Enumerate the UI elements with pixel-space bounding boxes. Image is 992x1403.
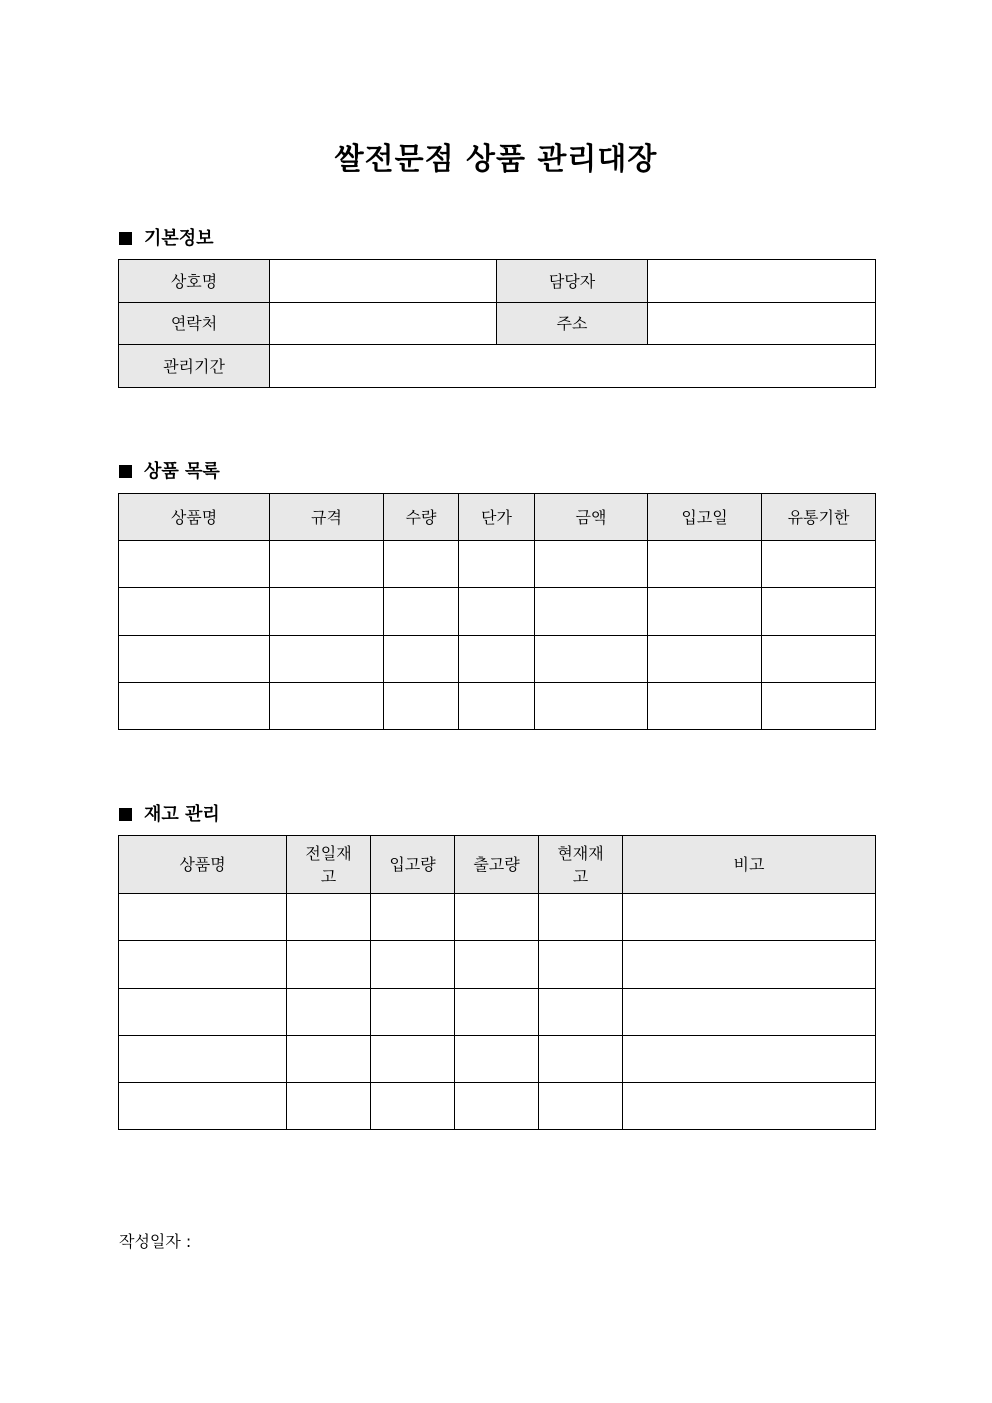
product-col-name: 상품명 [119, 494, 270, 541]
management-period-label: 관리기간 [119, 345, 270, 388]
address-label: 주소 [497, 303, 648, 345]
square-bullet-icon [119, 232, 132, 245]
stock-col-prev-stock: 전일재 고 [287, 836, 371, 894]
table-cell[interactable] [455, 894, 539, 941]
product-col-qty: 수량 [384, 494, 459, 541]
table-cell[interactable] [270, 588, 384, 636]
table-cell[interactable] [287, 894, 371, 941]
table-row [119, 541, 876, 588]
table-cell[interactable] [287, 1083, 371, 1130]
table-cell[interactable] [119, 1036, 287, 1083]
table-cell[interactable] [459, 541, 535, 588]
stock-col-note: 비고 [623, 836, 876, 894]
table-cell[interactable] [455, 1036, 539, 1083]
table-cell[interactable] [384, 588, 459, 636]
table-cell[interactable] [119, 636, 270, 683]
table-cell[interactable] [459, 636, 535, 683]
square-bullet-icon [119, 808, 132, 821]
square-bullet-icon [119, 465, 132, 478]
table-cell[interactable] [455, 941, 539, 989]
table-cell[interactable] [455, 1083, 539, 1130]
table-cell[interactable] [535, 636, 648, 683]
table-cell[interactable] [623, 941, 876, 989]
table-cell[interactable] [371, 989, 455, 1036]
table-cell[interactable] [623, 894, 876, 941]
stock-col-current-stock: 현재재 고 [539, 836, 623, 894]
table-cell[interactable] [119, 989, 287, 1036]
table-cell[interactable] [539, 894, 623, 941]
table-cell[interactable] [384, 541, 459, 588]
company-name-field[interactable] [270, 260, 497, 303]
company-name-label: 상호명 [119, 260, 270, 303]
table-cell[interactable] [270, 636, 384, 683]
table-row [119, 941, 876, 989]
table-cell[interactable] [623, 989, 876, 1036]
table-row [119, 636, 876, 683]
table-row [119, 1083, 876, 1130]
basic-info-table [118, 259, 876, 388]
table-cell[interactable] [371, 894, 455, 941]
product-col-unit-price: 단가 [459, 494, 535, 541]
product-list-table [118, 493, 876, 730]
section-heading-basic-info [119, 224, 214, 250]
table-cell[interactable] [119, 541, 270, 588]
table-cell[interactable] [535, 541, 648, 588]
product-col-amount: 금액 [535, 494, 648, 541]
table-cell[interactable] [648, 541, 762, 588]
table-cell[interactable] [762, 541, 876, 588]
stock-col-outbound: 출고량 [455, 836, 539, 894]
stock-col-name: 상품명 [119, 836, 287, 894]
product-col-spec: 규격 [270, 494, 384, 541]
table-cell[interactable] [535, 588, 648, 636]
contact-field[interactable] [270, 303, 497, 345]
stock-col-inbound: 입고량 [371, 836, 455, 894]
table-cell[interactable] [762, 683, 876, 730]
table-cell[interactable] [648, 588, 762, 636]
table-cell[interactable] [287, 989, 371, 1036]
table-cell[interactable] [371, 1036, 455, 1083]
address-field[interactable] [648, 303, 876, 345]
table-cell[interactable] [270, 541, 384, 588]
table-row [119, 1036, 876, 1083]
management-period-field[interactable] [270, 345, 876, 388]
table-cell[interactable] [455, 989, 539, 1036]
table-cell[interactable] [459, 588, 535, 636]
manager-field[interactable] [648, 260, 876, 303]
table-cell[interactable] [371, 1083, 455, 1130]
table-cell[interactable] [648, 683, 762, 730]
table-cell[interactable] [384, 636, 459, 683]
manager-label: 담당자 [497, 260, 648, 303]
table-cell[interactable] [371, 941, 455, 989]
section-heading-basic-info-label: 기본정보 [144, 228, 214, 249]
table-cell[interactable] [119, 683, 270, 730]
table-cell[interactable] [459, 683, 535, 730]
section-heading-stock [119, 800, 220, 826]
product-col-inbound-date: 입고일 [648, 494, 762, 541]
table-cell[interactable] [539, 989, 623, 1036]
date-written-label: 작성일자 : [119, 1232, 192, 1251]
table-row [119, 588, 876, 636]
table-cell[interactable] [535, 683, 648, 730]
table-cell[interactable] [119, 588, 270, 636]
table-cell[interactable] [287, 1036, 371, 1083]
stock-table [118, 835, 876, 1130]
table-cell[interactable] [119, 941, 287, 989]
contact-label: 연락처 [119, 303, 270, 345]
table-cell[interactable] [119, 1083, 287, 1130]
table-cell[interactable] [762, 636, 876, 683]
table-cell[interactable] [539, 1036, 623, 1083]
table-cell[interactable] [270, 683, 384, 730]
table-row [119, 894, 876, 941]
table-cell[interactable] [384, 683, 459, 730]
section-heading-stock-label: 재고 관리 [144, 804, 220, 825]
table-cell[interactable] [287, 941, 371, 989]
table-cell[interactable] [623, 1036, 876, 1083]
table-cell[interactable] [623, 1083, 876, 1130]
product-col-expiry: 유통기한 [762, 494, 876, 541]
table-row [119, 683, 876, 730]
page-title: 쌀전문점 상품 관리대장 [334, 142, 658, 177]
section-heading-product-list [119, 457, 220, 483]
table-cell[interactable] [539, 941, 623, 989]
table-cell[interactable] [539, 1083, 623, 1130]
table-cell[interactable] [648, 636, 762, 683]
table-row [119, 989, 876, 1036]
table-cell[interactable] [762, 588, 876, 636]
table-cell[interactable] [119, 894, 287, 941]
section-heading-product-list-label: 상품 목록 [144, 461, 220, 482]
